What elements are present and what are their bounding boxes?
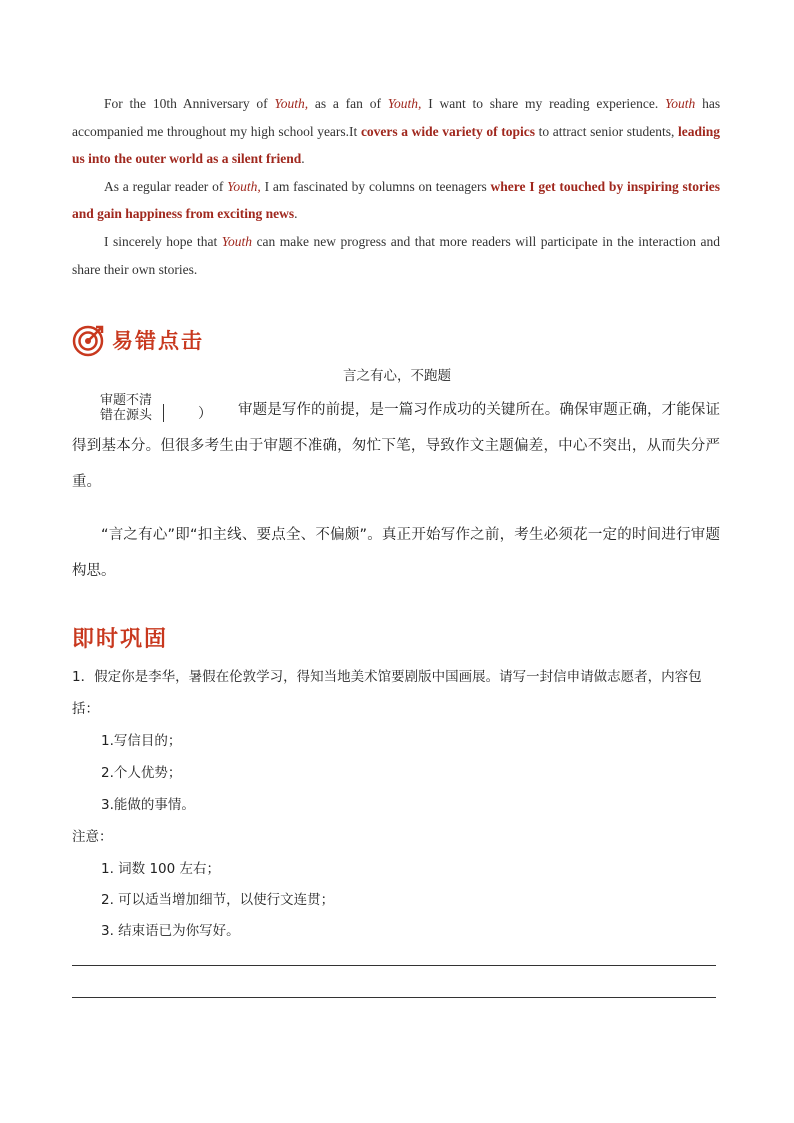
essay-text: For the 10th Anniversary of [104, 96, 268, 111]
answer-line[interactable] [72, 965, 716, 966]
tip-paragraph-1 [72, 392, 720, 500]
badge-paren: ） [198, 406, 212, 422]
tip-text: “言之有心”即“扣主线、要点全、不偏颇”。真正开始写作之前，考生必须花一定的时间进行审题构思。 [72, 527, 720, 579]
essay-highlight: where I get touched by inspiring stories and gain happiness from exciting news [72, 178, 721, 222]
question-1-line-2: 括： [72, 701, 99, 717]
model-essay [72, 90, 720, 283]
essay-text: to attract senior students, [538, 123, 675, 139]
essay-italic-youth: Youth [665, 96, 696, 111]
essay-paragraph-2 [72, 173, 720, 228]
essay-italic-youth: Youth, [387, 96, 422, 111]
essay-text: . [294, 206, 298, 222]
essay-italic-youth: Youth [221, 233, 253, 249]
section-subtitle: 言之有心，不跑题 [343, 368, 451, 384]
tip-badge-line: 错在源头 [100, 408, 153, 423]
essay-text: has accompanied me throughout my high school years.It [72, 96, 721, 139]
note-item: 3. 结束语已为你写好。 [101, 923, 240, 939]
essay-highlight: leading us into the outer world as a silent friend [72, 123, 720, 167]
essay-italic-youth: Youth, [274, 96, 309, 111]
requirement-item: 1.写信目的； [101, 733, 182, 749]
note-item: 1. 词数 100 左右； [101, 861, 221, 877]
essay-italic-youth: Youth, [227, 178, 261, 194]
note-item: 2. 可以适当增加细节，以使行文连贯； [101, 892, 335, 908]
essay-text: as a fan of [314, 96, 381, 111]
essay-paragraph-1 [72, 90, 720, 173]
tip-text: 审题是写作的前提，是一篇习作成功的关键所在。确保审题正确，才能保证得到基本分。但很多考生由于审题不准确，匆忙下笔，导致作文主题偏差，中心不突出，从而失分严重。 [72, 402, 720, 490]
essay-paragraph-3 [72, 228, 720, 283]
section-header-errors [72, 323, 204, 357]
essay-text: I sincerely hope that [104, 233, 218, 249]
answer-line[interactable] [72, 997, 716, 998]
requirement-item: 2.个人优势； [101, 765, 182, 781]
note-label: 注意： [72, 829, 113, 845]
essay-text: As a regular reader of [104, 178, 224, 194]
essay-text: I want to share my reading experience. [428, 96, 659, 111]
tip-paragraph-2 [72, 517, 720, 589]
essay-highlight: covers a wide variety of topics [360, 123, 536, 139]
tip-badge-line: 审题不清 [100, 393, 153, 408]
section-header-practice [72, 622, 168, 653]
question-1-line-1: 1．假定你是李华，暑假在伦敦学习，得知当地美术馆要剧版中国画展。请写一封信申请做志愿者，内容包 [72, 669, 702, 685]
essay-text: . [301, 151, 305, 167]
target-icon [72, 323, 106, 357]
essay-text: I am fascinated by columns on teenagers [264, 178, 487, 194]
section-title: 即时巩固 [72, 627, 169, 652]
essay-text: can make new progress and that more readers will participate in the interaction and share their own stories. [72, 233, 721, 277]
section-title: 易错点击 [112, 329, 204, 353]
requirement-item: 3.能做的事情。 [101, 797, 195, 813]
